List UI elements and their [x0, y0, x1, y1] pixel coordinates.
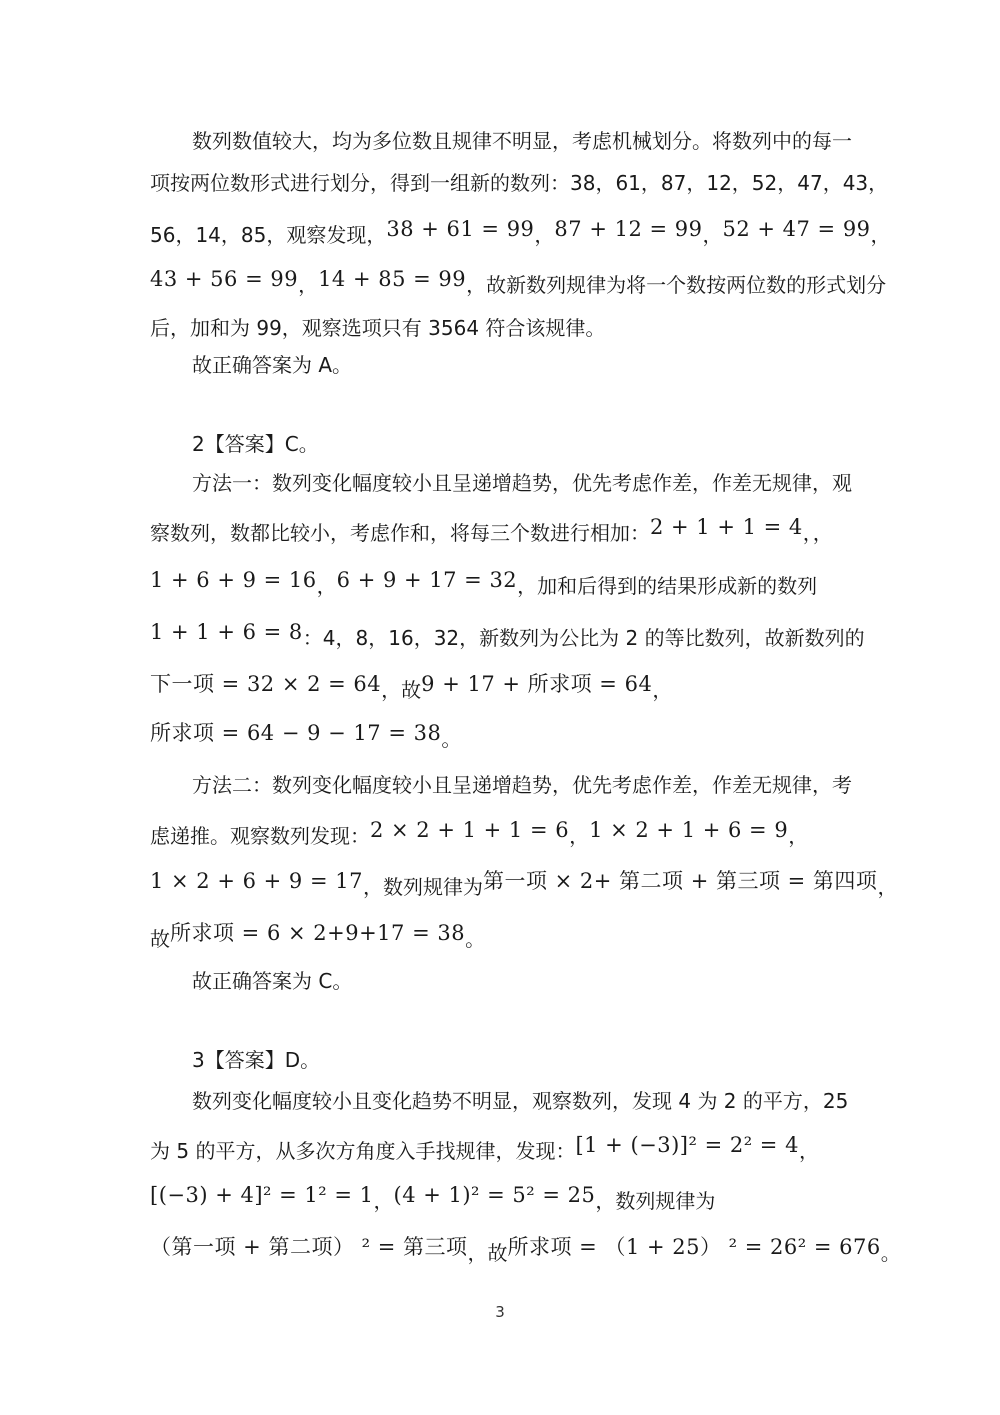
paragraph-line: 故正确答案为 C。 [192, 969, 353, 993]
math-expression: 所求项 = 64 − 9 − 17 = 38 [150, 721, 442, 745]
math-expression: 所求项 = （1 + 25） ² = 26² = 676 [507, 1235, 881, 1259]
paragraph-line: 方法二：数列变化幅度较小且呈递增趋势，优先考虑作差，作差无规律，考 [192, 773, 852, 797]
math-expression: [(−3) + 4]² = 1² = 1 [150, 1183, 374, 1207]
math-expression: 43 + 56 = 99 [150, 267, 299, 291]
paragraph-line: 为 5 的平方，从多次方角度入手找规律，发现：[1 + (−3)]² = 2² = 4， [150, 1133, 819, 1163]
math-expression: (4 + 1)² = 5² = 25 [393, 1183, 596, 1207]
math-expression: 1 × 2 + 6 + 9 = 17 [150, 869, 363, 893]
paragraph-line: 数列数值较大，均为多位数且规律不明显，考虑机械划分。将数列中的每一 [192, 129, 852, 153]
math-expression: 第一项 × 2+ 第二项 + 第三项 = 第四项 [482, 869, 878, 893]
paragraph-line: 56，14，85，观察发现，38 + 61 = 99，87 + 12 = 99，52 + 47 = 99， [150, 217, 891, 247]
paragraph-line: 下一项 = 32 × 2 = 64，故9 + 17 + 所求项 = 64， [150, 672, 673, 702]
math-expression: 2 + 1 + 1 = 4 [650, 515, 803, 539]
paragraph-line: 数列变化幅度较小且变化趋势不明显，观察数列，发现 4 为 2 的平方，25 [192, 1089, 849, 1113]
math-expression: 1 × 2 + 1 + 6 = 9 [589, 818, 789, 842]
paragraph-line: 项按两位数形式进行划分，得到一组新的数列：38，61，87，12，52，47，43， [150, 171, 889, 195]
paragraph-line: 虑递推。观察数列发现：2 × 2 + 1 + 1 = 6，1 × 2 + 1 + 6 = 9， [150, 818, 809, 848]
math-expression: 所求项 = 6 × 2+9+17 = 38 [170, 921, 466, 945]
math-expression: [1 + (−3)]² = 2² = 4 [575, 1133, 799, 1157]
math-expression: 87 + 12 = 99 [554, 217, 703, 241]
math-expression: 52 + 47 = 99 [722, 217, 871, 241]
paragraph-line: [(−3) + 4]² = 1² = 1，(4 + 1)² = 5² = 25，数列规律为 [150, 1183, 716, 1213]
math-expression: （第一项 + 第二项） ² = 第三项 [150, 1235, 468, 1259]
answer-heading: 2【答案】C。 [192, 432, 319, 456]
paragraph-line: 方法一：数列变化幅度较小且呈递增趋势，优先考虑作差，作差无规律，观 [192, 471, 852, 495]
math-expression: 9 + 17 + 所求项 = 64 [421, 672, 653, 696]
math-expression: 2 × 2 + 1 + 1 = 6 [370, 818, 570, 842]
paragraph-line: 故正确答案为 A。 [192, 353, 353, 377]
paragraph-line: 后，加和为 99，观察选项只有 3564 符合该规律。 [150, 316, 606, 340]
paragraph-line: 故所求项 = 6 × 2+9+17 = 38。 [150, 921, 486, 951]
paragraph-line: 所求项 = 64 − 9 − 17 = 38。 [150, 721, 462, 751]
paragraph-line: 1 × 2 + 6 + 9 = 17，数列规律为第一项 × 2+ 第二项 + 第三项 = 第四项， [150, 869, 898, 899]
math-expression: 14 + 85 = 99 [318, 267, 467, 291]
page-number: 3 [495, 1303, 505, 1321]
paragraph-line: 43 + 56 = 99，14 + 85 = 99，故新数列规律为将一个数按两位数的形式划分 [150, 267, 887, 297]
paragraph-line: 察数列，数都比较小，考虑作和，将每三个数进行相加：2 + 1 + 1 = 4，， [150, 515, 833, 545]
math-expression: 下一项 = 32 × 2 = 64 [150, 672, 382, 696]
paragraph-line: （第一项 + 第二项） ² = 第三项，故所求项 = （1 + 25） ² = 26² = 676。 [150, 1235, 901, 1265]
math-expression: 6 + 9 + 17 = 32 [336, 568, 518, 592]
math-expression: 1 + 6 + 9 = 16 [150, 568, 317, 592]
math-expression: 38 + 61 = 99 [386, 217, 535, 241]
math-expression: 1 + 1 + 6 = 8 [150, 620, 303, 644]
paragraph-line: 1 + 1 + 6 = 8：4，8，16，32，新数列为公比为 2 的等比数列，故新数列的 [150, 620, 865, 650]
paragraph-line: 1 + 6 + 9 = 16，6 + 9 + 17 = 32，加和后得到的结果形成新的数列 [150, 568, 818, 598]
answer-heading: 3【答案】D。 [192, 1048, 321, 1072]
